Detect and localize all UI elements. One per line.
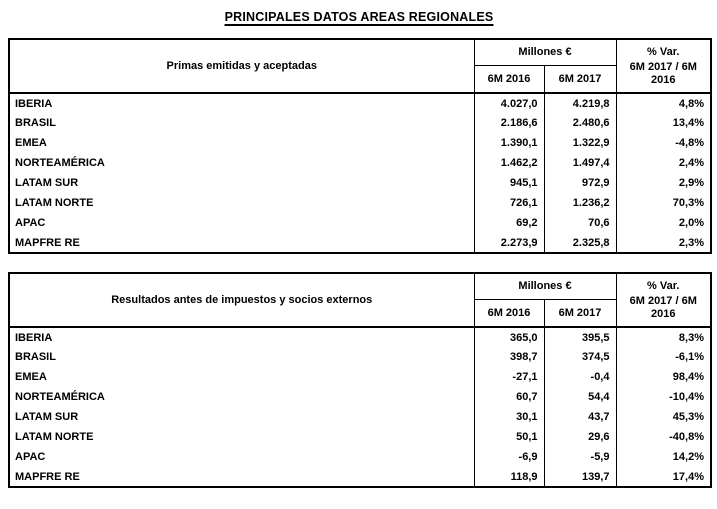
table-row <box>9 367 711 387</box>
value-6m2016: 2.273,9 <box>474 233 544 253</box>
table-row <box>9 213 711 233</box>
region-label: LATAM NORTE <box>9 193 474 213</box>
value-6m2017: 43,7 <box>544 407 616 427</box>
region-label: APAC <box>9 447 474 467</box>
value-percent-var: 45,3% <box>672 411 704 423</box>
value-percent-var: 2,0% <box>678 217 704 229</box>
value-6m2016: 50,1 <box>474 427 544 447</box>
table-row <box>9 193 711 213</box>
value-6m2017: 972,9 <box>544 173 616 193</box>
region-label: LATAM SUR <box>9 407 474 427</box>
premiums-table <box>8 38 712 254</box>
value-6m2017: -0,4 <box>544 367 616 387</box>
value-6m2016: -6,9 <box>474 447 544 467</box>
value-6m2016: 365,0 <box>474 327 544 347</box>
value-6m2016: 69,2 <box>474 213 544 233</box>
col-header-6m2016: 6M 2016 <box>474 299 544 327</box>
region-label: IBERIA <box>9 93 474 113</box>
value-6m2017: 139,7 <box>544 467 616 487</box>
col-header-6m2017: 6M 2017 <box>544 299 616 327</box>
value-6m2017: 1.322,9 <box>544 133 616 153</box>
table-spacer <box>8 254 710 272</box>
region-label: BRASIL <box>9 347 474 367</box>
millions-euro-header: Millones € <box>474 273 616 299</box>
value-percent-var: 2,9% <box>678 177 704 189</box>
col-header-6m2016: 6M 2016 <box>474 65 544 93</box>
percent-var-label: % Var. <box>647 45 680 58</box>
table-row <box>9 173 711 193</box>
table-row <box>9 153 711 173</box>
region-label: APAC <box>9 213 474 233</box>
region-label: LATAM SUR <box>9 173 474 193</box>
table-row <box>9 407 711 427</box>
region-label: EMEA <box>9 367 474 387</box>
percent-var-period: 6M 2017 / 6M 2016 <box>629 60 697 86</box>
region-label: BRASIL <box>9 113 474 133</box>
value-6m2016: -27,1 <box>474 367 544 387</box>
value-percent-var: 4,8% <box>678 97 704 110</box>
table-row <box>9 233 711 253</box>
region-label: MAPFRE RE <box>9 467 474 487</box>
value-6m2017: 70,6 <box>544 213 616 233</box>
value-6m2017: 54,4 <box>544 387 616 407</box>
region-label: NORTEAMÉRICA <box>9 153 474 173</box>
page-title: PRINCIPALES DATOS AREAS REGIONALES <box>224 10 494 24</box>
percent-var-label: % Var. <box>647 279 680 292</box>
region-label: MAPFRE RE <box>9 233 474 253</box>
percent-var-period: 6M 2017 / 6M 2016 <box>629 294 697 320</box>
value-6m2016: 60,7 <box>474 387 544 407</box>
region-label: LATAM NORTE <box>9 427 474 447</box>
value-percent-var: 70,3% <box>672 197 704 209</box>
table-row <box>9 93 711 113</box>
table-row <box>9 447 711 467</box>
value-percent-var: 98,4% <box>672 371 704 383</box>
value-6m2016: 4.027,0 <box>474 93 544 113</box>
value-6m2016: 118,9 <box>474 467 544 487</box>
premiums-group-header: Primas emitidas y aceptadas <box>9 39 474 93</box>
value-6m2017: 29,6 <box>544 427 616 447</box>
value-6m2016: 1.462,2 <box>474 153 544 173</box>
premiums-table-body <box>9 93 711 253</box>
value-percent-var: -10,4% <box>669 391 704 403</box>
table-row <box>9 427 711 447</box>
value-percent-var: -6,1% <box>675 351 704 363</box>
report-page <box>0 10 717 488</box>
value-percent-var: 2,4% <box>678 157 704 169</box>
value-6m2016: 1.390,1 <box>474 133 544 153</box>
value-6m2016: 726,1 <box>474 193 544 213</box>
value-6m2017: 2.325,8 <box>544 233 616 253</box>
value-percent-var: 8,3% <box>678 331 704 344</box>
value-6m2017: 1.497,4 <box>544 153 616 173</box>
value-percent-var: 2,3% <box>678 236 704 249</box>
table-row <box>9 133 711 153</box>
results-table-body <box>9 327 711 487</box>
value-6m2017: 1.236,2 <box>544 193 616 213</box>
table-row <box>9 327 711 347</box>
region-label: NORTEAMÉRICA <box>9 387 474 407</box>
value-percent-var: 14,2% <box>672 451 704 463</box>
value-6m2017: 395,5 <box>544 327 616 347</box>
value-6m2016: 2.186,6 <box>474 113 544 133</box>
value-6m2016: 30,1 <box>474 407 544 427</box>
premiums-table-header <box>9 39 711 93</box>
value-6m2017: 4.219,8 <box>544 93 616 113</box>
value-percent-var: -40,8% <box>669 431 704 443</box>
region-label: EMEA <box>9 133 474 153</box>
table-row <box>9 347 711 367</box>
value-6m2016: 398,7 <box>474 347 544 367</box>
table-row <box>9 113 711 133</box>
value-percent-var: -4,8% <box>675 137 704 149</box>
results-table <box>8 272 712 488</box>
value-6m2017: 2.480,6 <box>544 113 616 133</box>
value-6m2017: -5,9 <box>544 447 616 467</box>
region-label: IBERIA <box>9 327 474 347</box>
col-header-6m2017: 6M 2017 <box>544 65 616 93</box>
table-row <box>9 467 711 487</box>
value-percent-var: 17,4% <box>672 470 704 483</box>
value-percent-var: 13,4% <box>672 117 704 129</box>
millions-euro-header: Millones € <box>474 39 616 65</box>
percent-var-header <box>616 273 711 327</box>
value-6m2017: 374,5 <box>544 347 616 367</box>
table-row <box>9 387 711 407</box>
results-table-header <box>9 273 711 327</box>
percent-var-header <box>616 39 711 93</box>
value-6m2016: 945,1 <box>474 173 544 193</box>
results-group-header: Resultados antes de impuestos y socios externos <box>9 273 474 327</box>
